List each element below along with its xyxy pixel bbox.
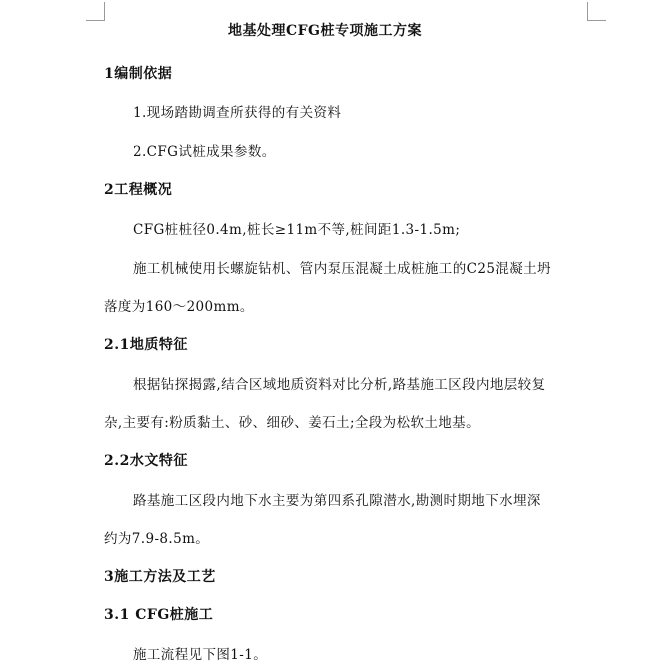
- section-2-1-line-1: 根据钻探揭露,结合区域地质资料对比分析,路基施工区段内地层较复: [133, 377, 546, 393]
- section-2-paragraph-2-line-2: 落度为160～200mm。: [104, 299, 254, 315]
- section-1-heading: 1编制依据: [104, 66, 173, 82]
- section-2-2-heading: 2.2水文特征: [104, 453, 188, 469]
- section-1-item-1: 1.现场踏勘调查所获得的有关资料: [133, 105, 342, 121]
- section-3-1-line-1: 施工流程见下图1-1。: [133, 647, 268, 663]
- section-2-2-line-1: 路基施工区段内地下水主要为第四系孔隙潜水,勘测时期地下水埋深: [133, 493, 541, 509]
- section-2-paragraph-2-line-1: 施工机械使用长螺旋钻机、管内泵压混凝土成桩施工的C25混凝土坍: [133, 261, 551, 277]
- section-1-item-2: 2.CFG试桩成果参数。: [133, 144, 276, 160]
- top-right-corner-mark: [587, 2, 606, 21]
- document-title: 地基处理CFG桩专项施工方案: [227, 23, 423, 39]
- section-2-1-heading: 2.1地质特征: [104, 337, 188, 353]
- top-left-corner-mark: [86, 2, 105, 21]
- section-3-1-heading: 3.1 CFG桩施工: [104, 607, 214, 623]
- section-2-2-line-2: 约为7.9-8.5m。: [104, 531, 210, 547]
- section-2-heading: 2工程概况: [104, 182, 173, 198]
- section-2-1-line-2: 杂,主要有:粉质黏土、砂、细砂、姜石土;全段为松软土地基。: [104, 415, 480, 431]
- section-3-heading: 3施工方法及工艺: [104, 569, 216, 585]
- section-2-paragraph-1: CFG桩桩径0.4m,桩长≥11m不等,桩间距1.3-1.5m;: [133, 222, 461, 238]
